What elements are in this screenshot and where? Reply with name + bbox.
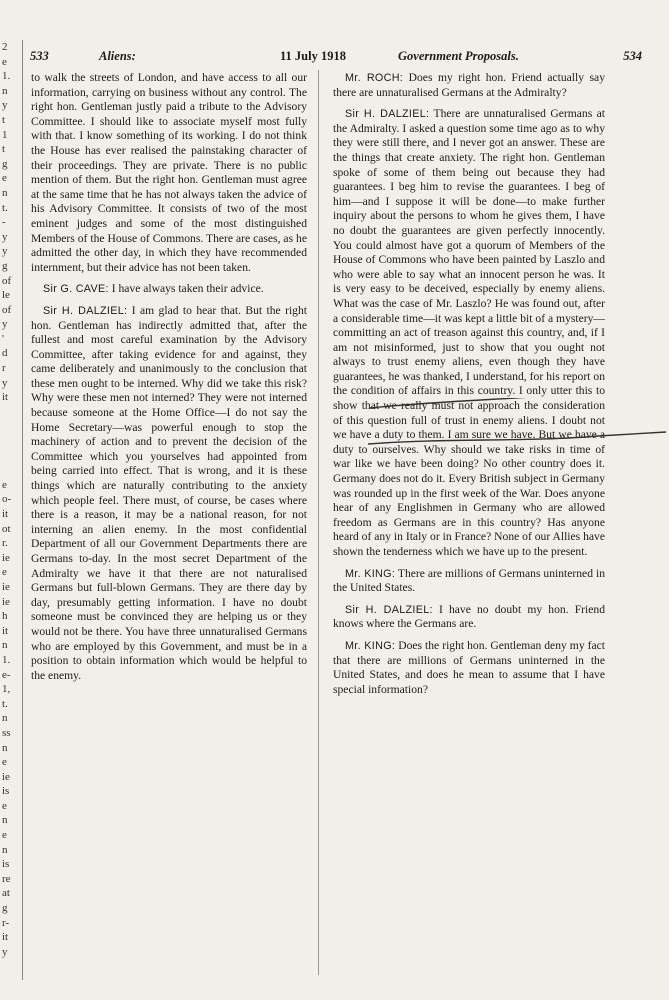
gutter-fragment: t — [2, 113, 6, 126]
gutter-fragment: it — [2, 391, 9, 404]
gutter-fragment: it — [2, 931, 9, 944]
gutter-fragment: r. — [2, 537, 8, 550]
gutter-fragment: t — [2, 143, 6, 156]
paragraph — [333, 603, 605, 632]
speaker-name: Mr. KING: — [345, 567, 396, 580]
paragraph — [333, 71, 605, 100]
paragraph — [333, 107, 605, 559]
gutter-fragment: n — [2, 712, 8, 725]
left-column — [31, 71, 307, 690]
column-divider — [318, 70, 319, 975]
gutter-fragment: n — [2, 84, 8, 97]
gutter-fragment: g — [2, 157, 8, 170]
gutter-fragment: is — [2, 858, 10, 871]
right-column — [333, 71, 605, 704]
gutter-fragment: ie — [2, 770, 10, 783]
speaker-name: Sir H. DALZIEL: — [43, 304, 128, 317]
gutter-fragment: y — [2, 99, 8, 112]
gutter-fragment: of — [2, 303, 12, 316]
gutter-fragment: ss — [2, 726, 11, 739]
gutter-fragment: 1. — [2, 70, 11, 83]
gutter-fragment: it — [2, 624, 9, 637]
gutter-fragment: r — [2, 362, 6, 375]
gutter-fragment: it — [2, 508, 9, 520]
gutter-fragment: r- — [2, 916, 10, 929]
column-number-right: 534 — [623, 49, 642, 63]
speaker-name: Sir H. DALZIEL: — [345, 603, 433, 616]
gutter-fragment: ie — [2, 580, 10, 593]
header-date: 11 July 1918 — [280, 49, 346, 63]
gutter-fragment: of — [2, 274, 12, 287]
previous-page-edge — [0, 40, 23, 980]
speaker-name: Mr. KING: — [345, 639, 396, 652]
gutter-fragment: ie — [2, 551, 10, 564]
speech-text: Does my right hon. Friend actually say there are unnaturalised Germans at the Admiralty? — [333, 71, 605, 99]
gutter-fragment: ot — [2, 522, 11, 535]
gutter-fragment: t. — [2, 201, 8, 214]
gutter-fragment: y — [2, 230, 8, 243]
paragraph — [333, 639, 605, 697]
gutter-fragment: g — [2, 902, 8, 915]
gutter-fragment: d — [2, 347, 8, 360]
gutter-fragment — [0, 449, 22, 464]
speech-text: There are millions of Germans uninterned in the United States. — [333, 566, 605, 595]
paragraph — [31, 304, 307, 683]
gutter-fragment: ' — [2, 332, 4, 345]
gutter-fragment: 1. — [2, 653, 11, 666]
speech-text: I have always taken their advice. — [108, 282, 264, 296]
gutter-fragment: e — [2, 55, 7, 68]
gutter-fragment: e- — [2, 668, 11, 681]
speech-text: I have no doubt my hon. Friend knows where the Germans are. — [333, 602, 605, 631]
gutter-fragment: n — [2, 843, 8, 856]
gutter-fragment: ie — [2, 595, 10, 608]
gutter-fragment: 2 — [2, 41, 8, 53]
handwritten-underline-mark — [368, 398, 668, 458]
paragraph — [31, 71, 307, 275]
gutter-fragment: 1 — [2, 128, 8, 141]
gutter-fragment — [0, 419, 22, 434]
speech-text: Does the right hon. Gentleman deny my fact that there are millions of Germans uninterned in the United States, and does he mean to assume that I have special information? — [333, 638, 605, 696]
speaker-name: Sir H. DALZIEL: — [345, 108, 430, 121]
gutter-fragment: is — [2, 785, 10, 798]
gutter-fragment: y — [2, 245, 8, 258]
header-title-right: Government Proposals. — [398, 49, 519, 63]
gutter-fragment: 1, — [2, 683, 11, 696]
speech-text: There are unnaturalised Germans at the Admiralty. I asked a question some time ago as to why they were still there, and I never got an answer. These are the things that create anxiety. The right hon. Gentleman spoke of some of them being out because they had guarantees. I beg him to revise the guarantees. I beg of him—and I suppose it will be done—to make further inquiry about the persons to whom he gives them, I have no doubt the guarantees are given perfectly innocently. You could almost have got a quorum of Members of the House of Commons who have been painted by Laszlo and who were able to say what an innocent person he was. It is very easy to be deceived, especially by enemy aliens. What was the case of Mr. Laszlo? He was found out, after a considerable time—it was kept a little bit of a mystery—committing an act of treason against this country, and, if I am not misinformed, just to show that you ought not always to trust enemy aliens, even though they have guarantees, he was thanked, I understand, for his report on the condition of affairs in this country. I only utter this to show that we really must not approach the consideration of this question full of trust in enemy aliens. I doubt not we have a duty to them. I am sure we have. But we have a duty to ourselves. Why should we take risks in time of war like we have been doing? No other country does it. Germany does not do it. Every British subject in Germany was rounded up in the first week of the War. Does anyone hear of any Englishmen in Germany who are allowed freedom as Germans are in this country? Has anyone heard of any in Italy or in France? None of our Allies have shown the tenderness which we have up to the present. — [333, 107, 605, 558]
speaker-name: Mr. ROCH: — [345, 72, 404, 84]
paragraph — [31, 282, 307, 297]
gutter-fragment: y — [2, 376, 8, 389]
gutter-fragment: t. — [2, 697, 8, 710]
page-header — [30, 49, 642, 65]
gutter-fragment: n — [2, 741, 8, 754]
gutter-fragment — [0, 463, 22, 478]
gutter-fragment: - — [2, 216, 6, 229]
gutter-fragment: re — [2, 872, 11, 885]
gutter-fragment: n — [2, 639, 8, 652]
gutter-fragment: e — [2, 172, 7, 185]
gutter-fragment: e — [2, 756, 7, 769]
gutter-fragment: y — [2, 318, 8, 331]
gutter-fragment: n — [2, 814, 8, 827]
gutter-fragment — [0, 405, 22, 420]
column-number-left: 533 — [30, 49, 49, 63]
gutter-fragment: le — [2, 289, 10, 302]
gutter-fragment: e — [2, 799, 7, 812]
gutter-fragment: n — [2, 186, 8, 199]
gutter-fragment: e — [2, 478, 7, 491]
gutter-fragment: e — [2, 566, 7, 579]
gutter-fragment: g — [2, 259, 8, 272]
speech-text: I am glad to hear that. But the right hon. Gentleman has indirectly admitted that, after the fullest and most careful examination by the Advisory Committee, after taking evidence for and against, they came deliberately and unanimously to the conclusion that these men ought to be interned. Why did we take this risk? Why were these men not interned? They were not interned because someone at the Home Office—I do not say the Home Secretary—was powerful enough to stop the machinery of action and to prevent the decision of the Committee which you yourselves had appointed from being carried into effect. That is wrong, and it is these things which are naturally contributing to the anxiety which people feel. There must, of course, be cases where there is a reason, it may be a national reason, for not interning an alien enemy. In the most confidential Department of all our Government Departments there are Germans to-day. In the most secret Department of the Admiralty we have it that there are not naturalised Germans but full-blown Germans. They are there day by day, presumably getting information. I have no doubt someone must be convinced they are helping us or they would not be there. You have three unnaturalised Germans who are employed by this Government, and must be in a position to obtain information which would be helpful to the enemy. — [31, 303, 307, 682]
paragraph — [333, 567, 605, 596]
header-title-left: Aliens: — [99, 49, 136, 63]
gutter-fragment: o- — [2, 493, 12, 506]
speech-text: to walk the streets of London, and have access to all our information, carrying on business without any control. The right hon. Gentleman justly paid a tribute to the Advisory Committee. I should like to associate myself most fully with that. I know something of its working. I do not think the House has ever realised the painstaking character of their proceedings. They are private. There is no public mention of them. But the right hon. Gentleman must agree at the same time that he has not always taken the advice of his Advisory Committee. It consists of two of the most eminent judges and some of the most distinguished Members of the House of Commons. There are cases, as he admitted the other day, in which they have recommended internment, but their advice has not been taken. — [31, 71, 307, 274]
gutter-fragment: at — [2, 887, 10, 900]
gutter-fragment: e — [2, 829, 7, 842]
gutter-fragment: y — [2, 945, 8, 958]
speaker-name: Sir G. CAVE: — [43, 283, 109, 296]
gutter-fragment: h — [2, 610, 8, 623]
gutter-fragment — [0, 434, 22, 449]
